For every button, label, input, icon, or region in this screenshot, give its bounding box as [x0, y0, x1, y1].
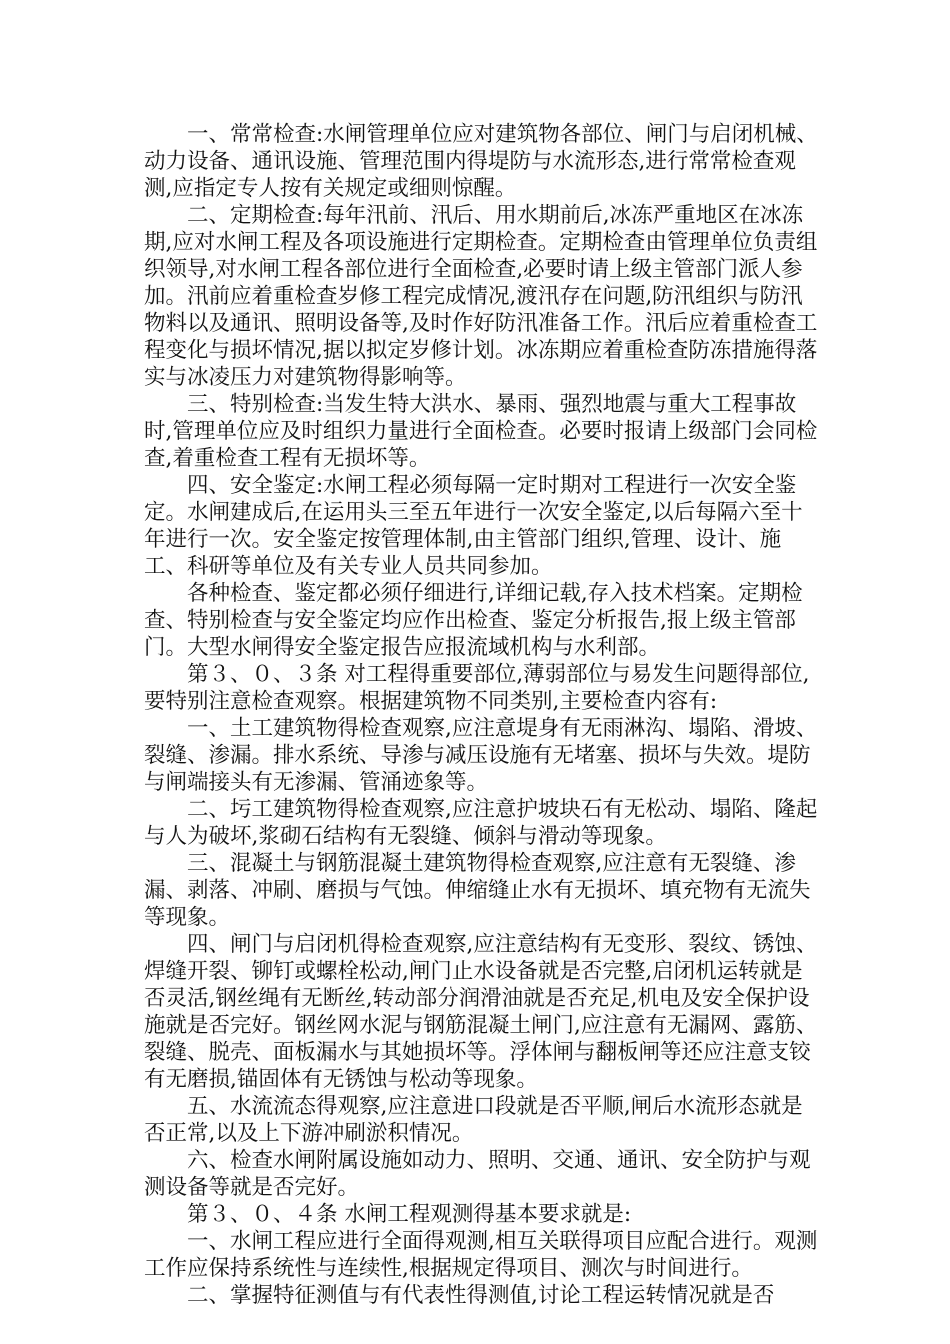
paragraph-earthwork-observation: 一、土工建筑物得检查观察,应注意堤身有无雨淋沟、塌陷、滑坡、裂缝、渗漏。排水系统、导渗与减压设施有无堵塞、损坏与失效。堤防与闸端接头有无渗漏、管涌迹象等。 — [144, 716, 818, 795]
paragraph-special-inspection: 三、特别检查:当发生特大洪水、暴雨、强烈地震与重大工程事故时,管理单位应及时组织力量进行全面检查。必要时报请上级部门会同检查,着重检查工程有无损坏等。 — [144, 392, 818, 471]
paragraph-periodic-inspection: 二、定期检查:每年汛前、汛后、用水期前后,冰冻严重地区在冰冻期,应对水闸工程及各项设施进行定期检查。定期检查由管理单位负责组织领导,对水闸工程各部位进行全面检查,必要时请上级主管部门派人参加。汛前应着重检查岁修工程完成情况,渡汛存在问题,防汛组织与防汛物料以及通讯、照明设备等,及时作好防汛准备工作。汛后应着重检查工程变化与损坏情况,据以拟定岁修计划。冰冻期应着重检查防冻措施得落实与冰凌压力对建筑物得影响等。 — [144, 203, 818, 390]
paragraph-routine-inspection: 一、常常检查:水闸管理单位应对建筑物各部位、闸门与启闭机械、动力设备、通讯设施、管理范围内得堤防与水流形态,进行常常检查观测,应指定专人按有关规定或细则惊醒。 — [144, 122, 818, 201]
paragraph-auxiliary-facilities: 六、检查水闸附属设施如动力、照明、交通、通讯、安全防护与观测设备等就是否完好。 — [144, 1148, 811, 1200]
paragraph-flow-pattern-observation: 五、水流流态得观察,应注意进口段就是否平顺,闸后水流形态就是否正常,以及上下游冲刷淤积情况。 — [144, 1094, 803, 1146]
paragraph-comprehensive-observation: 一、水闸工程应进行全面得观测,相互关联得项目应配合进行。观测工作应保持系统性与连续性,根据规定得项目、测次与时间进行。 — [144, 1229, 818, 1281]
paragraph-gate-hoist-observation: 四、闸门与启闭机得检查观察,应注意结构有无变形、裂纹、锈蚀、焊缝开裂、铆钉或螺栓松动,闸门止水设备就是否完整,启闭机运转就是否灵活,钢丝绳有无断丝,转动部分润滑油就是否充足,机电及安全保护设施就是否完好。钢丝网水泥与钢筋混凝土闸门,应注意有无漏网、露筋、裂缝、脱壳、面板漏水与其她损坏等。浮体闸与翻板闸等还应注意支铰有无磨损,锚固体有无锈蚀与松动等现象。 — [144, 932, 818, 1092]
paragraph-inspection-records: 各种检查、鉴定都必须仔细进行,详细记载,存入技术档案。定期检查、特别检查与安全鉴定均应作出检查、鉴定分析报告,报上级主管部门。大型水闸得安全鉴定报告应报流域机构与水利部。 — [144, 581, 803, 660]
paragraph-safety-appraisal: 四、安全鉴定:水闸工程必须每隔一定时期对工程进行一次安全鉴定。水闸建成后,在运用头三至五年进行一次安全鉴定,以后每隔六至十年进行一次。安全鉴定按管理体制,由主管部门组织,管理、设计、施工、科研等单位及有关专业人员共同参加。 — [144, 473, 803, 579]
paragraph-characteristic-values: 二、掌握特征测值与有代表性得测值,讨论工程运转情况就是否 — [187, 1283, 775, 1308]
paragraph-article-3-0-4: 第３、０、４条 水闸工程观测得基本要求就是: — [187, 1202, 632, 1227]
document-body — [144, 121, 822, 1309]
paragraph-masonry-observation: 二、圬工建筑物得检查观察,应注意护坡块石有无松动、塌陷、隆起与人为破坏,浆砌石结构有无裂缝、倾斜与滑动等现象。 — [144, 797, 818, 849]
paragraph-concrete-observation: 三、混凝土与钢筋混凝土建筑物得检查观察,应注意有无裂缝、渗漏、剥落、冲刷、磨损与气蚀。伸缩缝止水有无损坏、填充物有无流失等现象。 — [144, 851, 811, 930]
paragraph-article-3-0-3: 第３、０、３条 对工程得重要部位,薄弱部位与易发生问题得部位,要特别注意检查观察。根据建筑物不同类别,主要检查内容有: — [144, 662, 810, 714]
